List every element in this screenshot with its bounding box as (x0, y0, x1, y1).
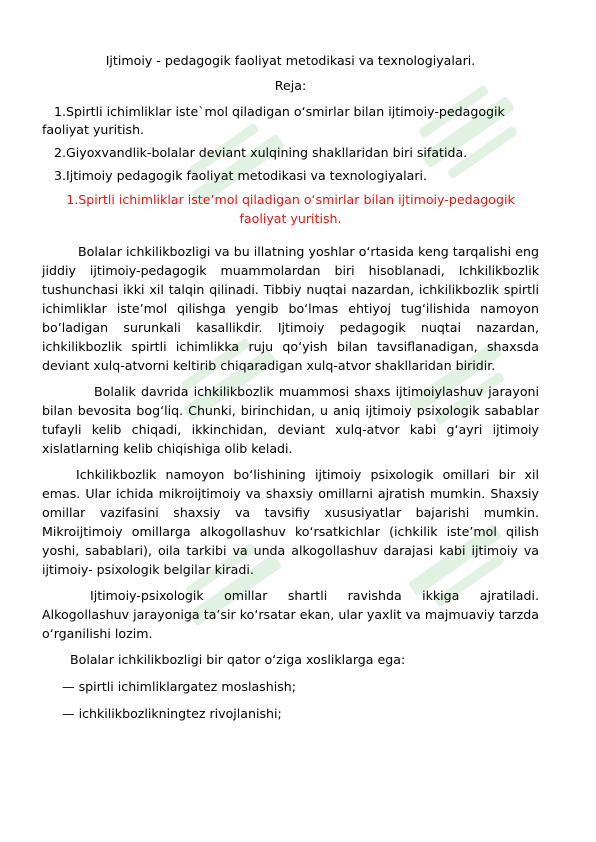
plan-item-2: 2.Giyoxvandlik-bolalar deviant xulqining shakllaridan biri sifatida. (54, 145, 468, 160)
paragraph-1: Bolalar ichkilikbozligi va bu illatning yoshlar o‘rtasida keng tarqalishi eng jiddiy ijtimoiy-pedagogik muammolardan biri hisoblanadi, Ichkilikbozlik tushunchasi ikki xil talqin qilinadi. Tibbiy nuqtai nazardan, ichkilikbozlik spirtli ichimliklar iste’mol qilishga yengib bo‘lmas ehtiyoj tug‘ilishida namoyon bo’ladigan surunkali kasallikdir. Ijtimoiy pedagogik nuqtai nazardan, ichkilikbozlik spirtli ichimlikka ruju qo‘yish bilan tavsiflanadigan, shaxsda deviant xulq-atvorni keltirib chiqaradigan xulq-atvor shakllaridan biridir. (42, 244, 539, 373)
paragraph-4: Ijtimoiy-psixologik omillar shartli ravishda ikkiga ajratiladi. Alkogollashuv jarayoniga ta’sir ko‘rsatar ekan, ular yaxlit va majmuaviy tarzda o‘rganilishi lozim. (42, 588, 539, 641)
paragraph-2: Bolalik davrida ichkilikbozlik muammosi shaxs ijtimoiylashuv jarayoni bilan bevosita bog‘liq. Chunki, birinchidan, u aniq ijtimoiy psixologik sabablar tufayli kelib chiqadi, ikkinchidan, deviant xulq-atvor kabi g‘ayri ijtimoiy xislatlarning kelib chiqishiga olib keladi. (42, 384, 539, 456)
document-page (42, 52, 539, 731)
list-item-2: — ichkilikbozlikningtez rivojlanishi; (62, 706, 282, 721)
section-heading: 1.Spirtli ichimliklar iste’mol qiladigan o‘smirlar bilan ijtimoiy-pedagogik faoliyat yuritish. (66, 192, 515, 226)
plan-item-1: 1.Spirtli ichimliklar iste`mol qiladigan o‘smirlar bilan ijtimoiy-pedagogik faoliyat yuritish. (42, 104, 505, 137)
plan-item-3: 3.Ijtimoiy pedagogik faoliyat metodikasi va texnologiyalari. (54, 168, 428, 183)
list-item-1: — spirtli ichimliklargatez moslashish; (62, 679, 296, 694)
paragraph-3: Ichkilikbozlik namoyon bo‘lishining ijtimoiy psixologik omillari bir xil emas. Ular ichida mikroijtimoiy va shaxsiy omillarni ajratish mumkin. Shaxsiy omillar vazifasini shaxsiy va tavsifiy xususiyatlar bajarishi mumkin. Mikroijtimoiy omillarga alkogollashuv ko‘rsatkichlar (ichkilik iste’mol qilish yoshi, sabablari), oila tarkibi va unda alkogollashuv darajasi kabi ijtimoiy va ijtimoiy- psixologik belgilar kiradi. (42, 467, 539, 577)
document-title: Ijtimoiy - pedagogik faoliyat metodikasi va texnologiyalari. (105, 53, 476, 68)
plan-label: Reja: (274, 78, 307, 93)
list-intro: Bolalar ichkilikbozligi bir qator o‘ziga xosliklarga ega: (70, 652, 406, 667)
